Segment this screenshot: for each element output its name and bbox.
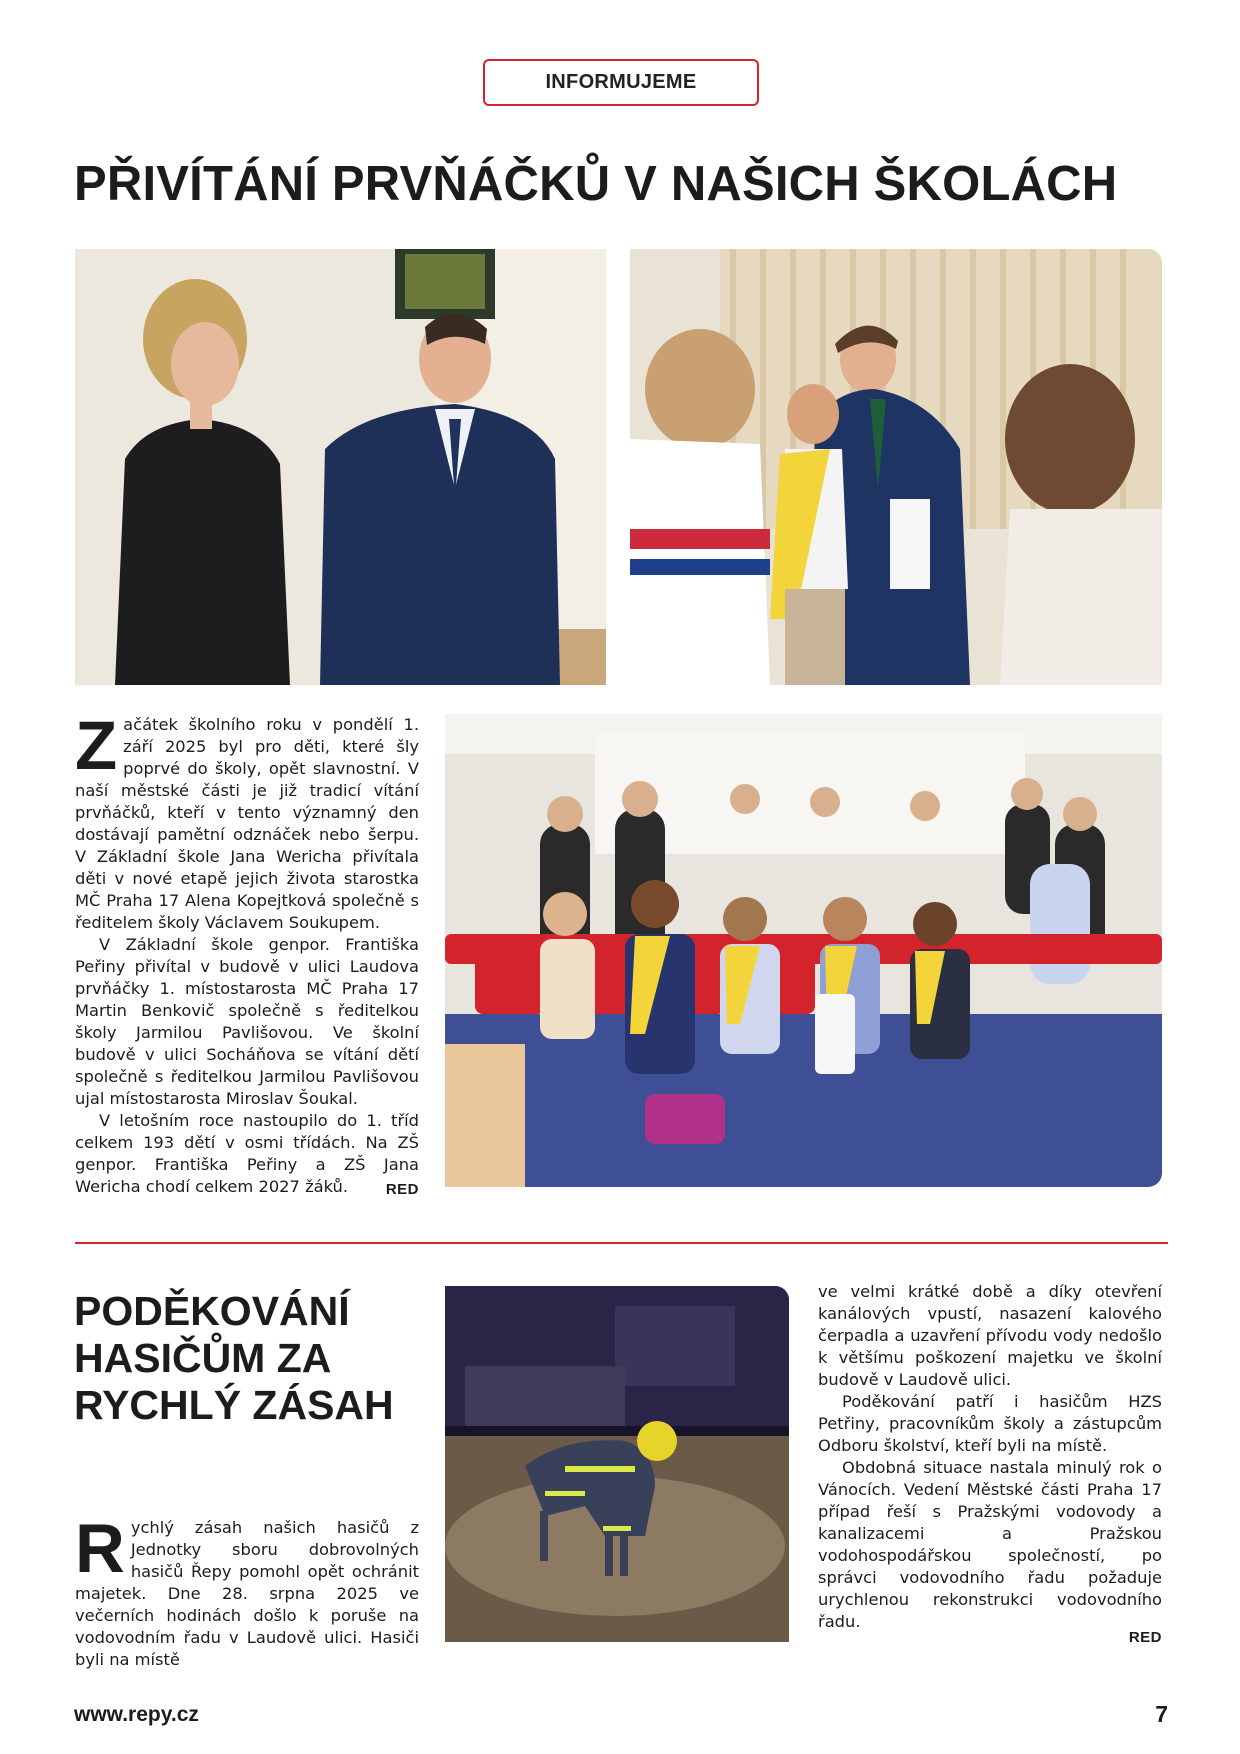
photo-children-hall — [445, 714, 1162, 1187]
paragraph: V Základní škole genpor. Františka Peřiny přivítal v budově v ulici Laudova prvňáčky 1. místostarosta MČ Praha 17 Martin Benkovič společně s ředitelkou školy Jarmilou Pavlišovou. Ve školní budově v ulici Socháňova se vítání dětí společně s ředitelkou Jarmilou Pavlišovou ujal místostarosta Miroslav Šoukal. — [75, 935, 419, 1108]
article-headline: PŘIVÍTÁNÍ PRVŇÁČKŮ V NAŠICH ŠKOLÁCH — [74, 157, 1118, 211]
paragraph: Obdobná situace nastala minulý rok o Vánocích. Vedení Městské části Praha 17 případ řeší s Pražskými vodovody a kanalizacemi a Pražskou vodohospodářskou společností, po správci vodovodního řadu požaduje urychlenou rekonstrukci vodovodního řadu. — [818, 1458, 1162, 1631]
lead-paragraph: ychlý zásah našich hasičů z Jednotky sboru dobrovolných hasičů Řepy pomohl opět ochránit majetek. Dne 28. srpna 2025 ve večerních hodinách došlo k poruše na vodovodním řadu v Laudově ulici. Hasiči byli na místě — [75, 1518, 419, 1669]
page-number: 7 — [1155, 1701, 1168, 1727]
section-divider — [75, 1242, 1168, 1244]
photo-greeting-child — [630, 249, 1162, 685]
photo-firefighter — [445, 1286, 789, 1642]
article2-headline: PODĚKOVÁNÍ HASIČŮM ZA RYCHLÝ ZÁSAH — [74, 1288, 394, 1428]
article-body — [75, 707, 419, 1201]
article2-lead-column — [75, 1510, 419, 1671]
footer-url: www.repy.cz — [74, 1703, 199, 1726]
dropcap: Z — [75, 707, 118, 784]
paragraph: V letošním roce nastoupilo do 1. tříd celkem 193 dětí v osmi třídách. Na ZŠ genpor. Františka Peřiny a ZŠ Jana Wericha chodí celkem 2027 žáků. — [75, 1111, 419, 1196]
photo-officials — [75, 249, 606, 685]
author-signature: RED — [385, 1181, 419, 1198]
article2-right-column — [818, 1281, 1162, 1633]
section-tag: INFORMUJEME — [483, 59, 759, 106]
lead-paragraph: ačátek školního roku v pondělí 1. září 2025 byl pro děti, které šly poprvé do školy, opět slavnostní. V naší městské části je již tradicí vítání prvňáčků, kteří v tento významný den dostávají pamětní odznáček nebo šerpu. V Základní škole Jana Wericha přivítala děti v nové etapě jejich života starostka MČ Praha 17 Alena Kopejtková společně s ředitelem školy Václavem Soukupem. — [75, 715, 419, 932]
paragraph: ve velmi krátké době a díky otevření kanálových vpustí, nasazení kalového čerpadla a uzavření přívodu vody nedošlo k většímu poškození majetku ve školní budově v Laudově ulici. — [818, 1282, 1162, 1389]
author-signature: RED — [1128, 1629, 1162, 1646]
paragraph: Poděkování patří i hasičům HZS Petřiny, pracovníkům školy a zástupcům Odboru školství, kteří byli na místě. — [818, 1392, 1162, 1455]
dropcap: R — [75, 1510, 125, 1587]
